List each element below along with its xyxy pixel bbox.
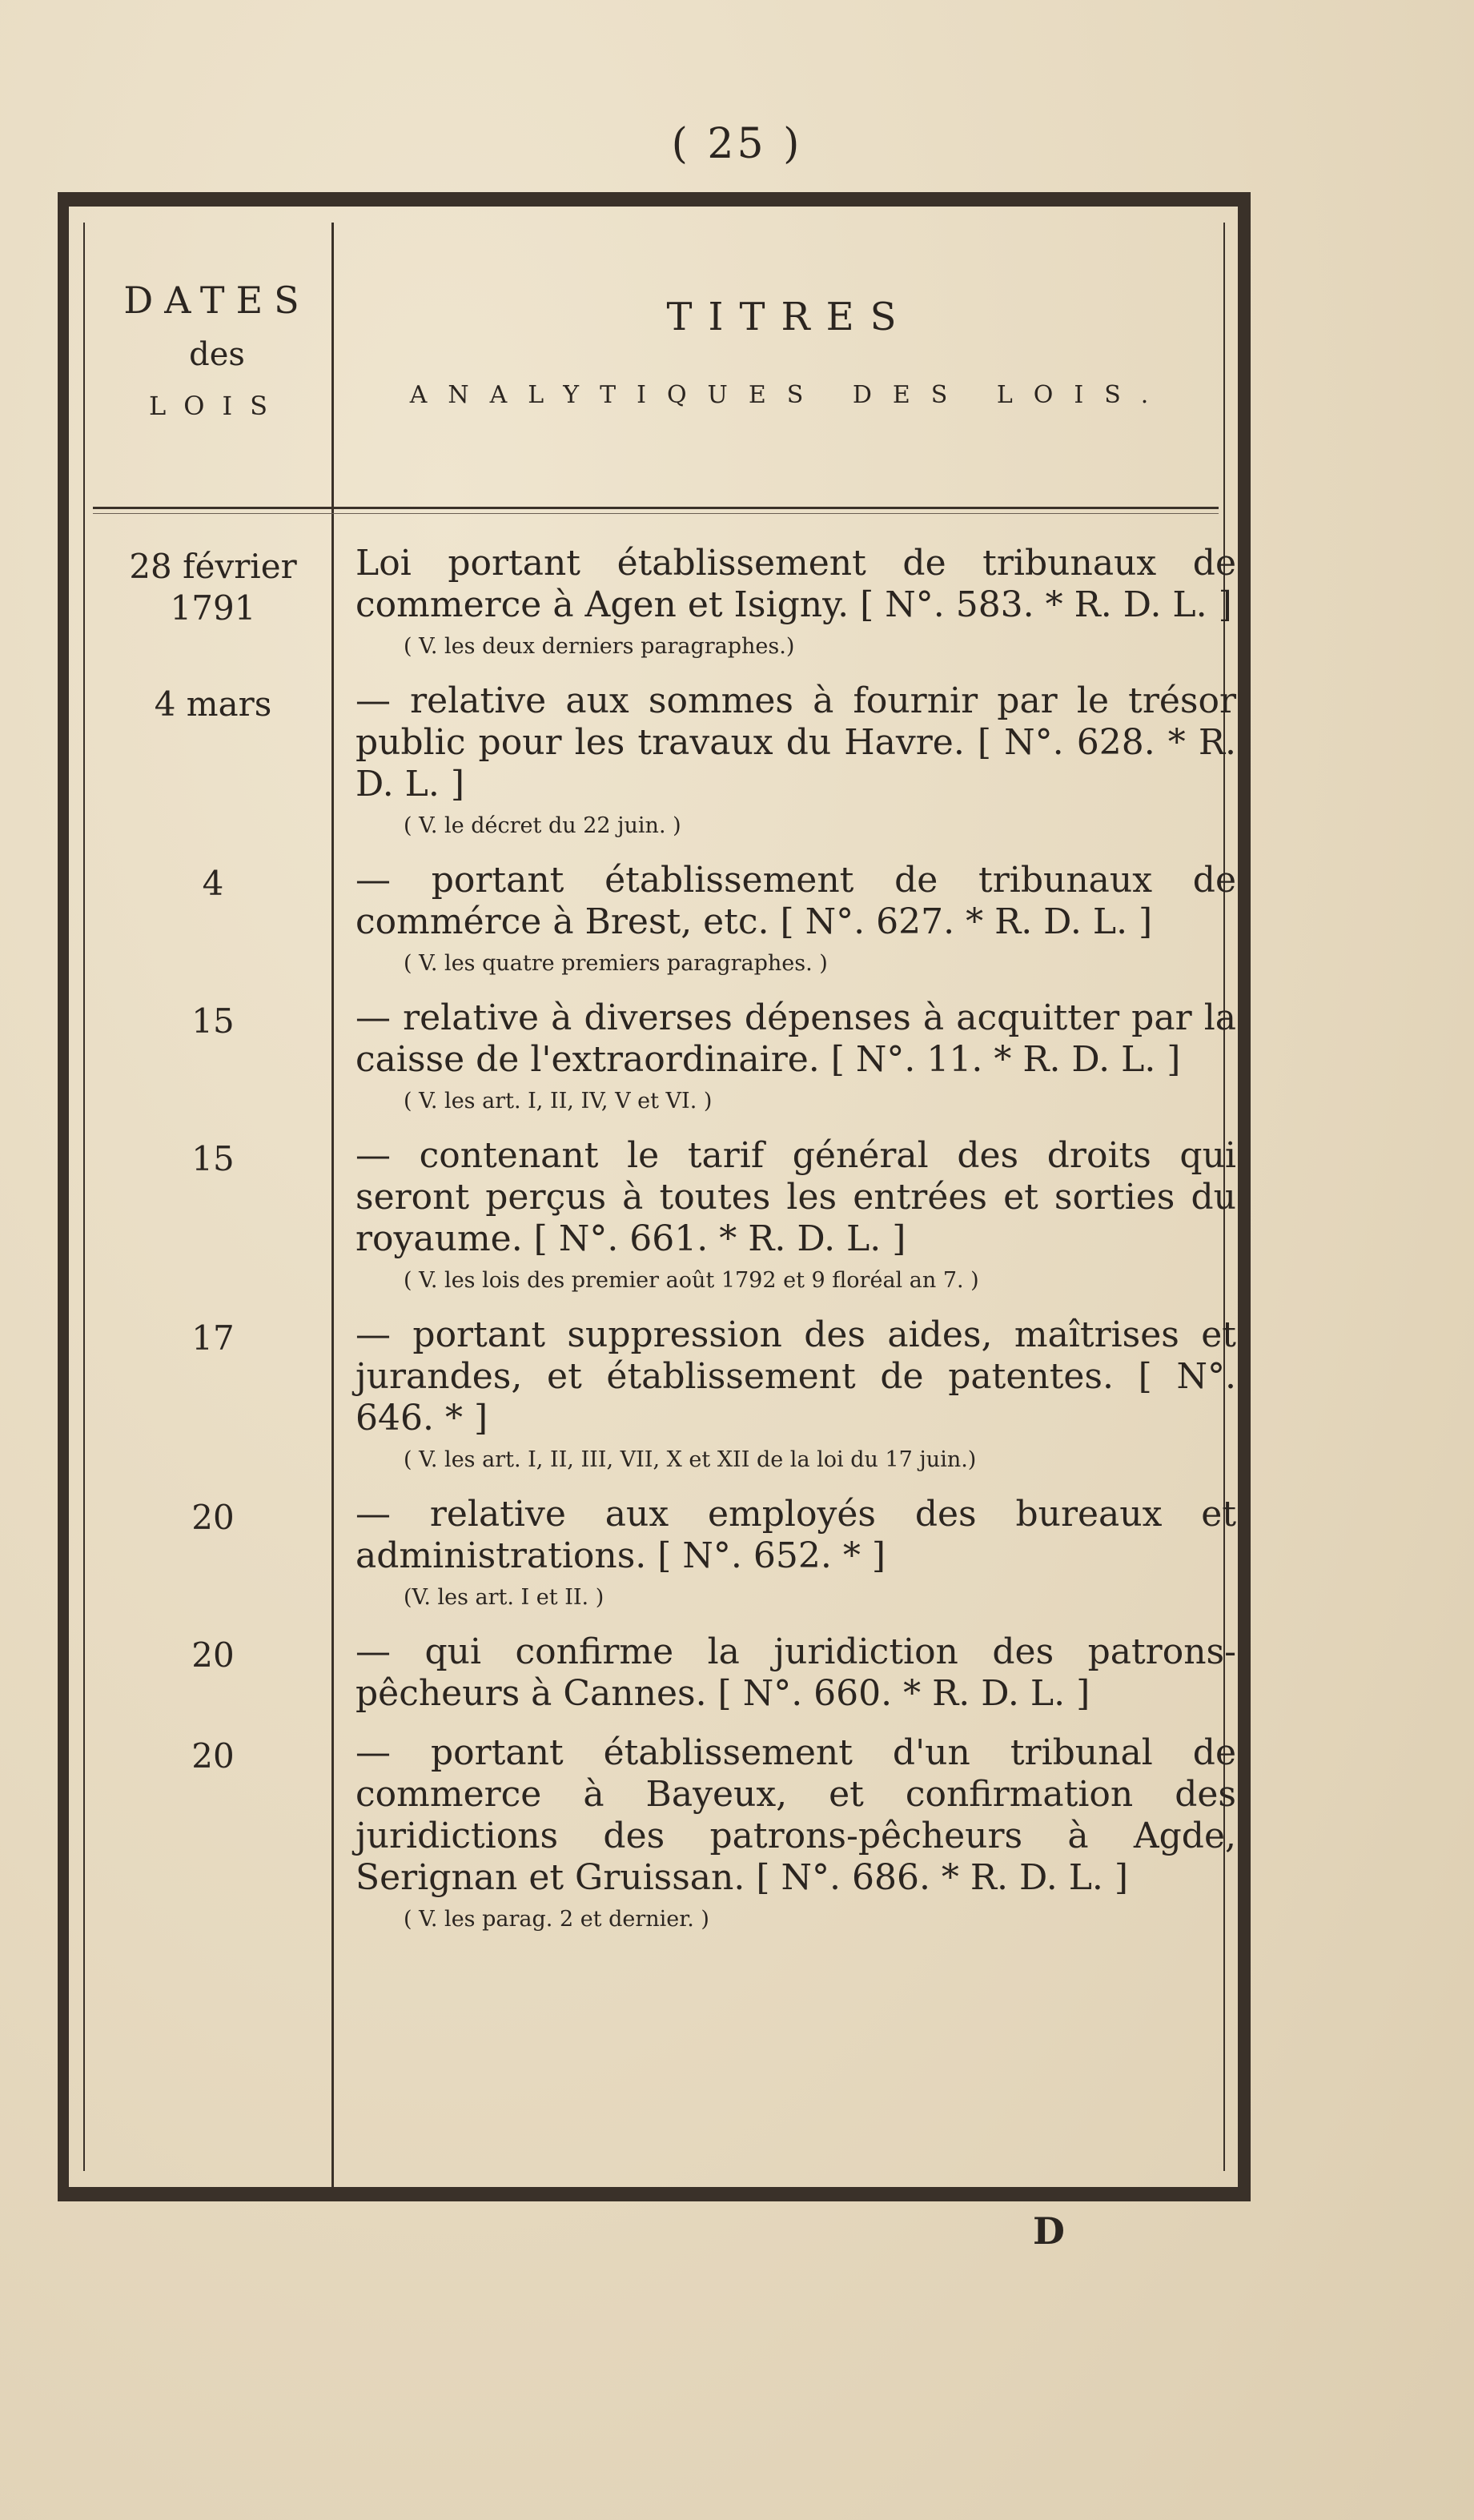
signature-mark: D: [1033, 2209, 1065, 2253]
entry-body: [355, 1494, 1236, 1631]
entry-note: ( V. les lois des premier août 1792 et 9 floréal an 7. ): [404, 1268, 979, 1293]
entry-date: 20: [191, 1736, 235, 1776]
entry-title: — portant établissement de tribunaux de commérce à Brest, etc. [ N°. 627. * R. D. L. ]: [355, 860, 1236, 942]
law-entry: [93, 1494, 1238, 1631]
entry-body: [355, 860, 1236, 997]
entry-note: ( V. les deux derniers paragraphes.): [404, 634, 795, 659]
titles-column-header: [341, 295, 1238, 409]
entry-title: — qui confirme la juridiction des patrons-pêcheurs à Cannes. [ N°. 660. * R. D. L. ]: [355, 1631, 1236, 1714]
entry-body: [355, 1135, 1236, 1314]
entry-date: 15: [191, 1001, 235, 1041]
entry-body: [355, 680, 1236, 860]
titles-header-line2: ANALYTIQUES DES LOIS.: [409, 381, 1170, 409]
law-entry: [93, 1631, 1238, 1732]
entry-title: — contenant le tarif général des droits qui seront perçus à toutes les entrées et sorties du royaume. [ N°. 661. * R. D. L. ]: [355, 1135, 1236, 1259]
entry-title: — relative aux employés des bureaux et administrations. [ N°. 652. * ]: [355, 1494, 1236, 1576]
entry-title: — relative aux sommes à fournir par le trésor public pour les travaux du Havre. [ N°. 628. * R. D. L. ]: [355, 680, 1236, 805]
law-entry: [93, 1732, 1238, 1953]
entry-date: 15: [191, 1139, 235, 1178]
inner-left-rule: [83, 223, 85, 2171]
titles-header-line1: TITRES: [666, 295, 913, 339]
entry-date: 20: [191, 1498, 235, 1537]
entry-note: (V. les art. I et II. ): [404, 1585, 604, 1610]
law-entry: [93, 1135, 1238, 1314]
page-number: ( 25 ): [671, 120, 803, 168]
law-entry: [93, 860, 1238, 997]
law-entry: [93, 543, 1238, 680]
law-entry: [93, 680, 1238, 860]
law-entry: [93, 1314, 1238, 1494]
entry-body: [355, 543, 1236, 680]
entry-note: ( V. les art. I, II, III, VII, X et XII de la loi du 17 juin.): [404, 1447, 977, 1472]
entry-note: ( V. les art. I, II, IV, V et VI. ): [404, 1089, 713, 1114]
law-entry: [93, 997, 1238, 1135]
entry-body: [355, 1732, 1236, 1953]
dates-header-line1: DATES: [123, 279, 311, 322]
entry-note: ( V. le décret du 22 juin. ): [404, 813, 681, 838]
dates-column-header: [101, 279, 333, 421]
entry-body: [355, 1631, 1236, 1732]
header-rule: [93, 507, 1219, 509]
law-table: [58, 192, 1251, 2201]
entries-list: [93, 543, 1238, 1953]
entry-note: ( V. les parag. 2 et dernier. ): [404, 1907, 709, 1932]
entry-date: 28 février 1791: [129, 547, 297, 628]
entry-date: 4 mars: [154, 684, 272, 724]
entry-note: ( V. les quatre premiers paragraphes. ): [404, 951, 828, 976]
entry-date: 20: [191, 1635, 235, 1675]
entry-title: — portant suppression des aides, maîtrises et jurandes, et établissement de patentes. [ N°. 646. * ]: [355, 1314, 1236, 1439]
entry-title: Loi portant établissement de tribunaux de commerce à Agen et Isigny. [ N°. 583. * R. D. L. ]: [355, 543, 1236, 625]
entry-body: [355, 1314, 1236, 1494]
entry-title: — portant établissement d'un tribunal de commerce à Bayeux, et confirmation des juridictions des patrons-pêcheurs à Agde, Serignan et Gruissan. [ N°. 686. * R. D. L. ]: [355, 1732, 1236, 1898]
dates-header-line2: des: [189, 336, 245, 373]
entry-body: [355, 997, 1236, 1135]
header-rule-thin: [93, 513, 1219, 514]
entry-date: 17: [191, 1318, 235, 1358]
entry-title: — relative à diverses dépenses à acquitter par la caisse de l'extraordinaire. [ N°. 11. * R. D. L. ]: [355, 997, 1236, 1080]
entry-date: 4: [202, 864, 224, 903]
dates-header-line3: LOIS: [148, 391, 286, 421]
